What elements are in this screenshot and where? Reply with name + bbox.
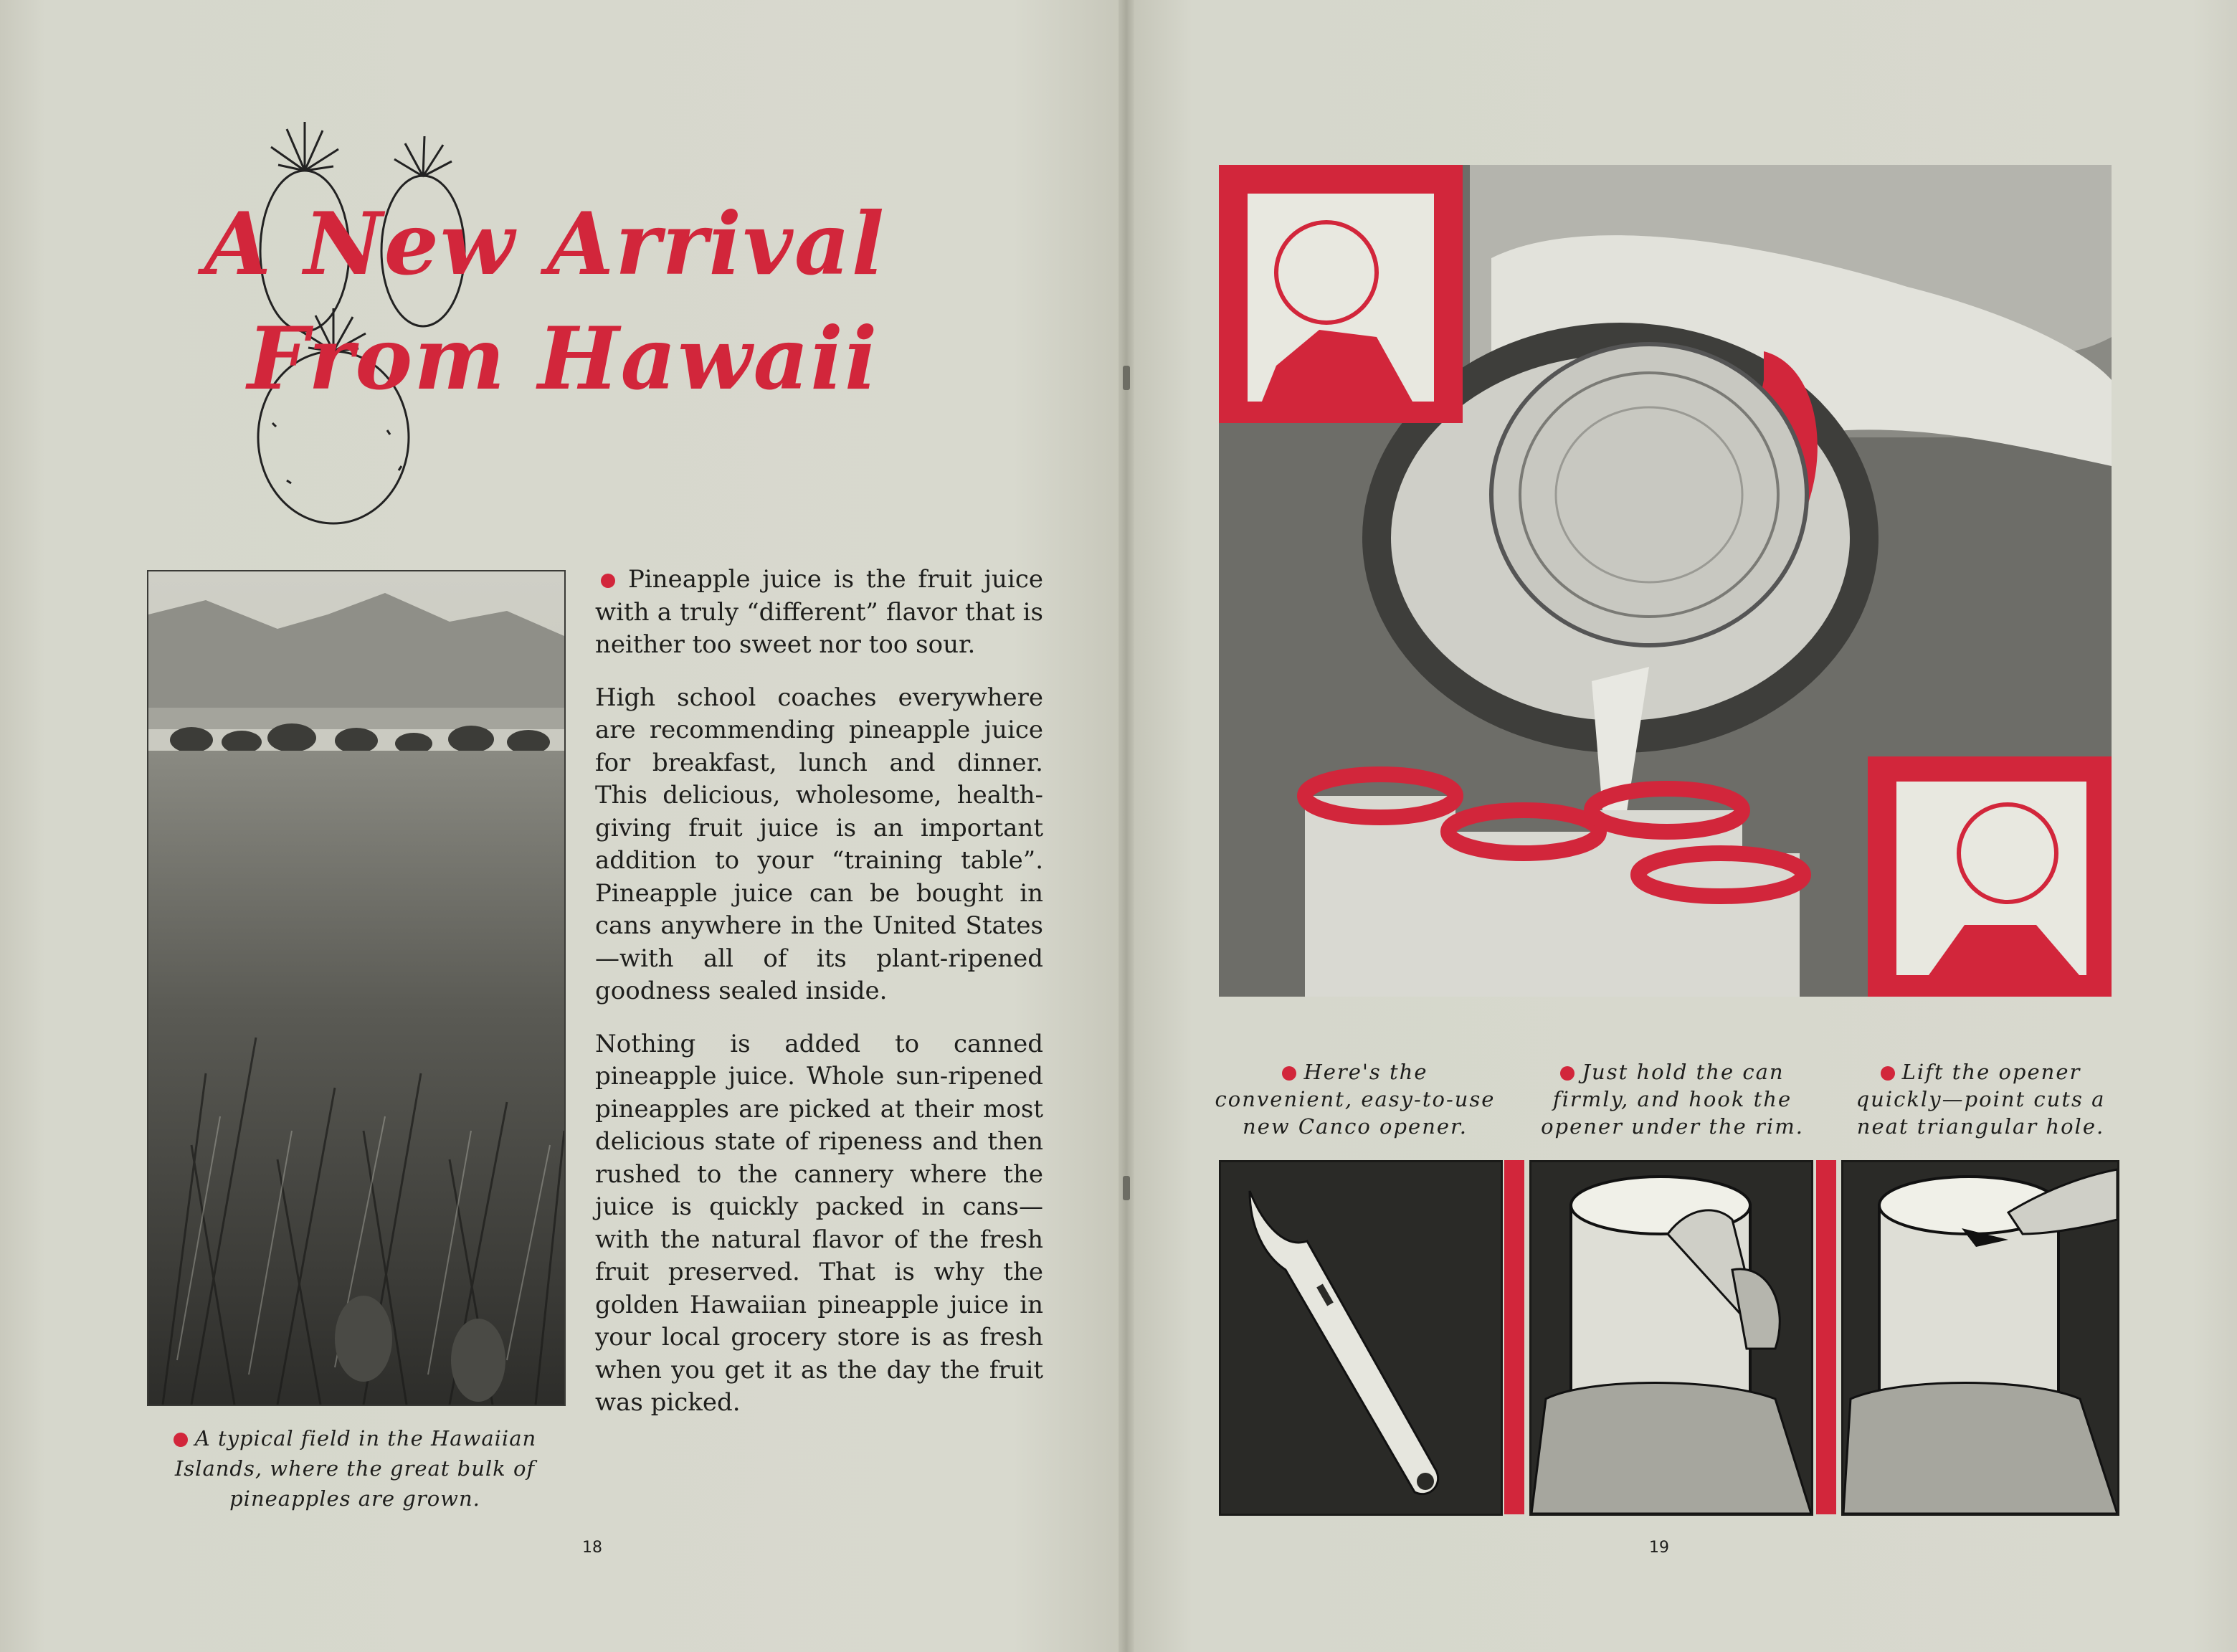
page-number-right: 19 <box>1649 1539 1669 1557</box>
binding-stitch <box>1123 366 1130 390</box>
binding-stitch <box>1123 1176 1130 1200</box>
red-bullet-icon <box>1881 1066 1895 1081</box>
page-title-line-2: From Hawaii <box>247 308 879 409</box>
paragraph: High school coaches everywhere are recommending pineapple juice for breakfast, lunch and dinner. This delicious, wholesome, health-giving fruit juice is an important addition to your “training table”. Pineapple juice can be bought in cans anywhere in the United States —with all of its plant-ripened goodness sealed inside. <box>595 683 1043 1005</box>
step-caption-text: Here's the convenient, easy-to-use new Canco opener. <box>1215 1060 1496 1139</box>
red-bullet-icon <box>1560 1066 1575 1081</box>
lift-opener-panel <box>1841 1160 2119 1516</box>
photo-caption-text: A typical field in the Hawaiian Islands, where the great bulk of pineapples are grown. <box>174 1426 537 1511</box>
photo-caption <box>143 1423 566 1514</box>
step-caption-text: Just hold the can firmly, and hook the opener under the rim. <box>1541 1060 1804 1139</box>
article-body <box>595 564 1043 1440</box>
page-number-left: 18 <box>582 1539 602 1557</box>
red-bullet-icon <box>601 574 615 588</box>
red-divider <box>1816 1160 1836 1514</box>
red-bullet-icon <box>174 1433 188 1447</box>
step-caption-2 <box>1527 1058 1818 1140</box>
hook-opener-panel <box>1529 1160 1813 1516</box>
paragraph: Nothing is added to canned pineapple juice. Whole sun-ripened pineapples are picked at their most delicious state of ripeness and then rushed to the cannery where the juice is quickly packed in cans—with the natural flavor of the fresh fruit preserved. That is why the golden Hawaiian pineapple juice in your local grocery store is as fresh when you get it as the day the fruit was picked. <box>595 1029 1043 1417</box>
paragraph <box>595 564 1043 662</box>
page-title-line-1: A New Arrival <box>204 194 886 295</box>
pouring-juice-illustration <box>1219 165 2112 997</box>
step-caption-1 <box>1212 1058 1499 1140</box>
step-caption-3 <box>1839 1058 2122 1140</box>
opener-tool-panel <box>1219 1160 1503 1516</box>
pineapple-field-photo <box>147 570 566 1406</box>
paragraph-text: Pineapple juice is the fruit juice with a truly “different” flavor that is neither too sweet nor too sour. <box>595 565 1043 659</box>
red-divider <box>1504 1160 1524 1514</box>
red-bullet-icon <box>1282 1066 1296 1081</box>
step-caption-text: Lift the opener quickly—point cuts a neat triangular hole. <box>1856 1060 2106 1139</box>
book-gutter <box>1118 0 1134 1652</box>
